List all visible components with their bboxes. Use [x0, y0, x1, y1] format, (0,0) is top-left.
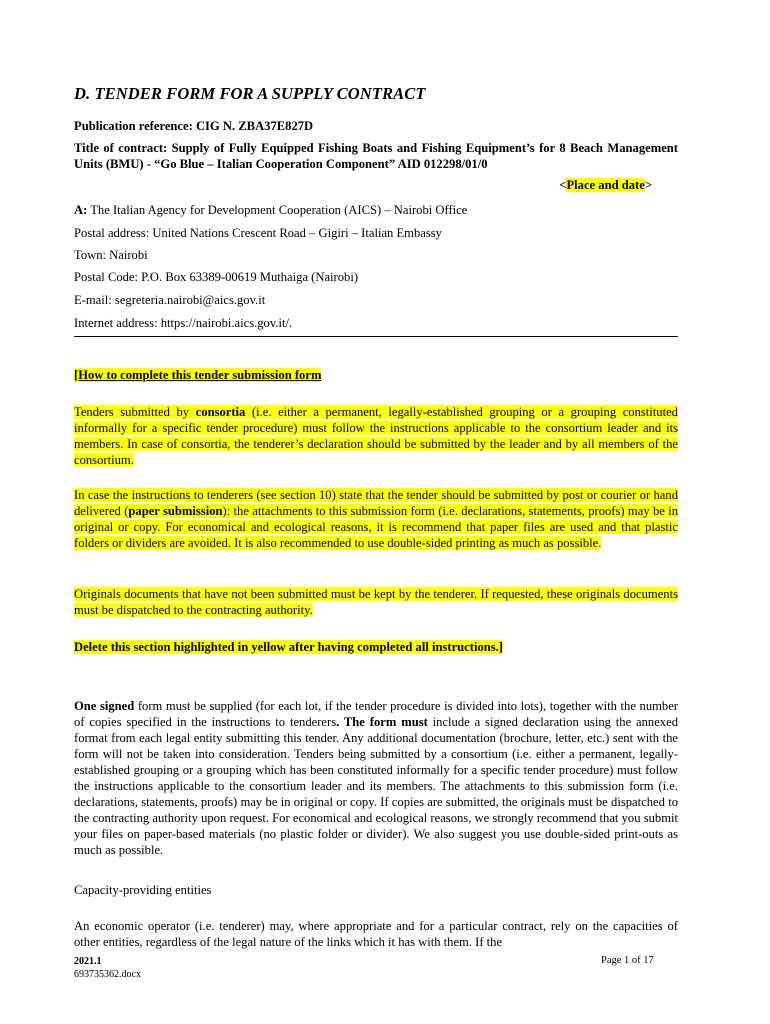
divider — [74, 336, 678, 337]
capacity-paragraph: An economic operator (i.e. tenderer) may, where appropriate and for a particular contract, rely on the capacities of other entities, regardless of the legal nature of the links which it has with them. If the — [74, 919, 678, 949]
instructions-paragraph-paper-submission: In case the instructions to tenderers (see section 10) state that the tender should be submitted by post or courier or hand delivered (paper submission): the attachments to this submission form (i.e. declarations, statements, proofs) may be in original or copy. For economical and ecological reasons, it is recommend that paper files are used and that plastic folders or dividers are avoided. It is also recommended to use double-sided printing as much as possible. — [74, 488, 678, 550]
instructions-delete-note: Delete this section highlighted in yellow after having completed all instructions.] — [74, 640, 503, 654]
version-number: 2021.1 — [74, 956, 102, 967]
capacity-heading: Capacity-providing entities — [74, 883, 212, 897]
addressee-value: The Italian Agency for Development Cooperation (AICS) – Nairobi Office — [90, 203, 468, 217]
instructions-paragraph-originals: Originals documents that have not been submitted must be kept by the tenderer. If requested, these originals documents must be dispatched to the contracting authority. — [74, 587, 678, 617]
place-and-date-field[interactable]: Place and date — [566, 178, 645, 192]
page-title: D. TENDER FORM FOR A SUPPLY CONTRACT — [74, 84, 426, 103]
place-and-date: <Place and date> — [559, 178, 652, 192]
addressee — [74, 202, 467, 218]
postal-address: Postal address: United Nations Crescent Road – Gigiri – Italian Embassy — [74, 226, 442, 240]
submission-paragraph: One signed form must be supplied (for each lot, if the tender procedure is divided into lots), together with the number of copies specified in the instructions to tenderers. The form must include a signed declaration using the annexed format from each legal entity submitting this tender. Any additional documentation (brochure, letter, etc.) sent with the form will not be taken into consideration. Tenders being submitted by a consortium (i.e. either a permanent, legally-established grouping or a grouping which has been constituted informally for a specific tender procedure) must follow the instructions applicable to the consortium leader and its members. The attachments to this submission form (i.e. declarations, statements, proofs) may be in original or copy. If copies are submitted, the originals must be dispatched to the contracting authority upon request. For economical and ecological reasons, we strongly recommend that you submit your files on paper-based materials (no plastic folder or divider). We also suggest you use double-sided print-outs as much as possible. — [74, 699, 678, 857]
footer-version — [74, 955, 141, 981]
instructions-heading: [How to complete this tender submission form — [74, 368, 322, 382]
internet-address: Internet address: https://nairobi.aics.gov.it/. — [74, 316, 293, 330]
town: Town: Nairobi — [74, 248, 148, 262]
email: E-mail: segreteria.nairobi@aics.gov.it — [74, 293, 266, 307]
page-number: Page 1 of 17 — [601, 955, 654, 966]
publication-reference: Publication reference: CIG N. ZBA37E827D — [74, 119, 314, 133]
postal-code: Postal Code: P.O. Box 63389-00619 Muthaiga (Nairobi) — [74, 270, 359, 284]
contract-title: Title of contract: Supply of Fully Equipped Fishing Boats and Fishing Equipment’s for 8 Beach Management Units (BMU) - “Go Blue – Italian Cooperation Component” AID 012298/01/0 — [74, 141, 678, 171]
file-name: 693735362.docx — [74, 969, 141, 980]
instructions-paragraph-consortia: Tenders submitted by consortia (i.e. either a permanent, legally-established grouping or a grouping constituted informally for a specific tender procedure) must follow the instructions applicable to the consortium leader and its members. In case of consortia, the tenderer’s declaration should be submitted by the leader and by all members of the consortium. — [74, 405, 678, 467]
addressee-label: A: — [74, 203, 88, 217]
